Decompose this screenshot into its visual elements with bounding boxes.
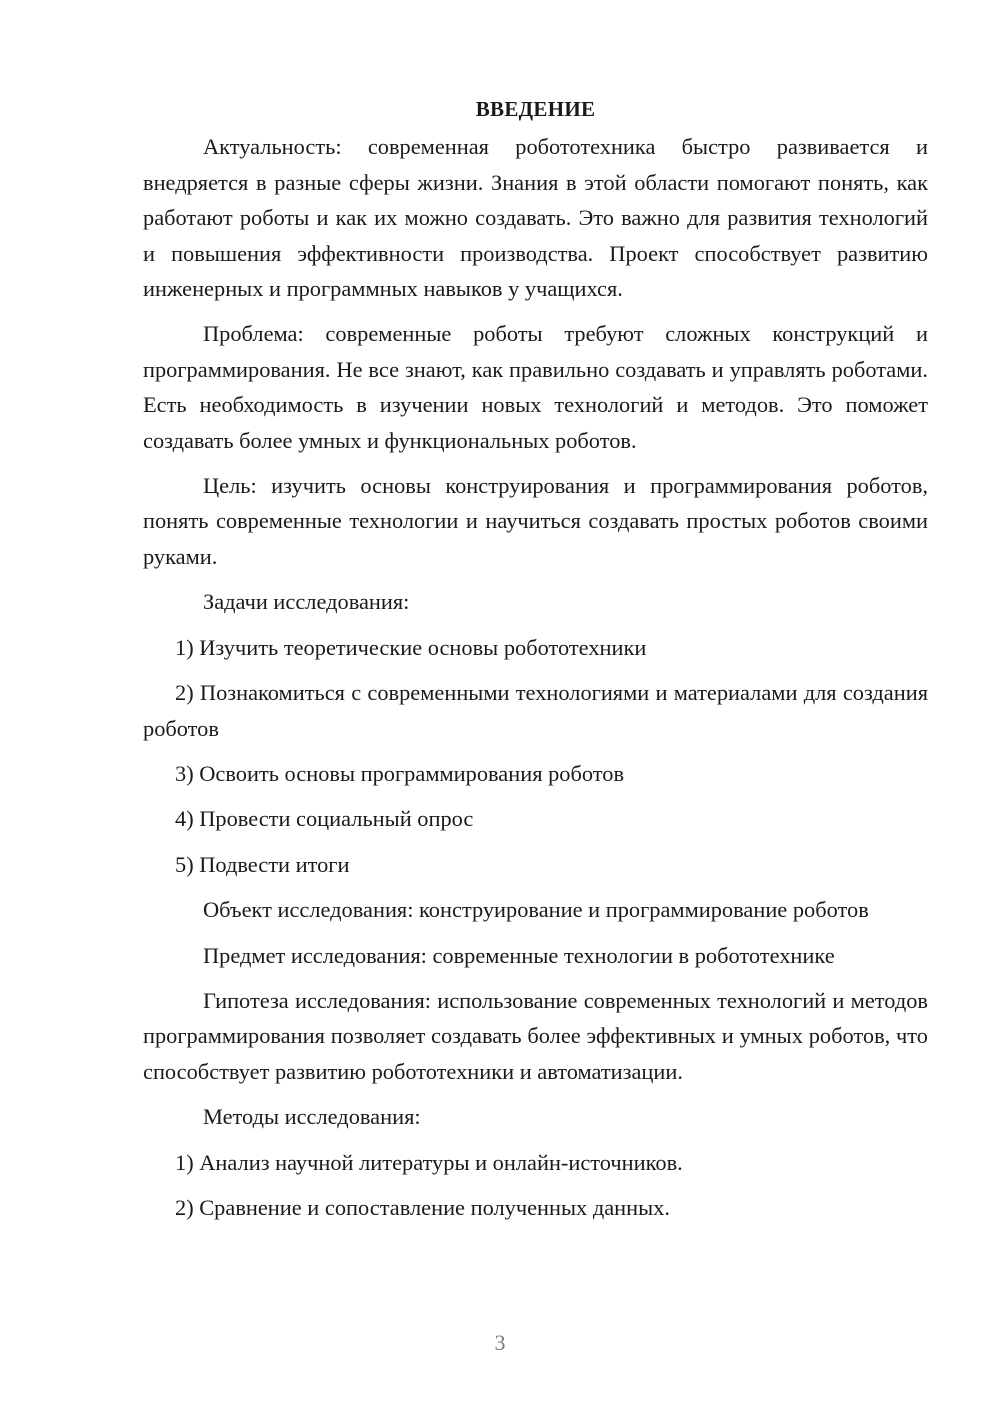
page-number: 3 <box>494 1330 506 1355</box>
problem-paragraph: Проблема: современные роботы требуют сложных конструкций и программирования. Не все знают, как правильно создавать и управлять роботами. Есть необходимость в изучении новых технологий и методов. Это поможет создавать более умных и функциональных роботов. <box>143 321 928 453</box>
hypothesis-paragraph: Гипотеза исследования: использование современных технологий и методов программирования позволяет создавать более эффективных и умных роботов, что способствует развитию робототехники и автоматизации. <box>143 987 928 1084</box>
goal-paragraph: Цель: изучить основы конструирования и программирования роботов, понять современные технологии и научиться создавать простых роботов своими руками. <box>143 473 928 569</box>
task-item-1: 1) Изучить теоретические основы робототехники <box>175 634 647 660</box>
method-item-2: 2) Сравнение и сопоставление полученных данных. <box>175 1194 670 1220</box>
task-item-2: 2) Познакомиться с современными технологиями и материалами для создания роботов <box>143 680 928 741</box>
object-paragraph: Объект исследования: конструирование и программирование роботов <box>203 897 869 923</box>
task-item-5: 5) Подвести итоги <box>175 851 350 877</box>
method-item-1: 1) Анализ научной литературы и онлайн-источников. <box>175 1149 683 1175</box>
subject-paragraph: Предмет исследования: современные технологии в робототехнике <box>203 942 835 968</box>
section-title: ВВЕДЕНИЕ <box>475 97 596 121</box>
methods-heading: Методы исследования: <box>203 1104 421 1130</box>
document-page <box>143 92 928 1235</box>
tasks-heading: Задачи исследования: <box>203 589 410 615</box>
task-item-3: 3) Освоить основы программирования роботов <box>175 760 625 786</box>
task-item-4: 4) Провести социальный опрос <box>175 806 474 832</box>
relevance-paragraph: Актуальность: современная робототехника быстро развивается и внедряется в разные сферы жизни. Знания в этой области помогают понять, как работают роботы и как их можно создавать. Это важно для развития технологий и повышения эффективности производства. Проект способствует развитию инженерных и программных навыков у учащихся. <box>143 134 928 302</box>
